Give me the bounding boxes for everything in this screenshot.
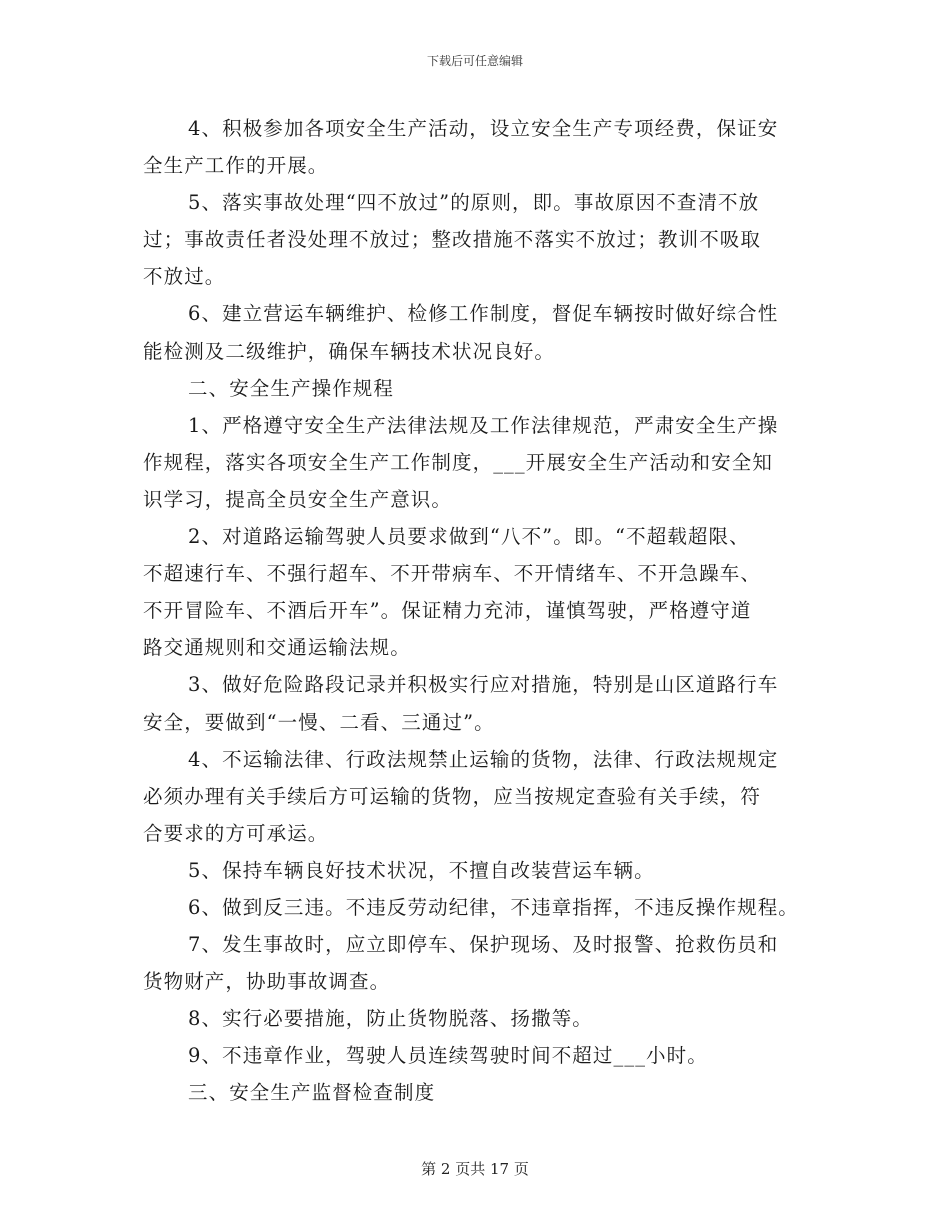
page-number: 第 2 页共 17 页 [421, 1160, 529, 1178]
section-heading: 三、安全生产监督检查制度 [188, 1081, 436, 1105]
text-line: 全生产工作的开展。 [143, 154, 329, 178]
text-line: 4、不运输法律、行政法规禁止运输的货物，法律、行政法规规定 [188, 747, 779, 771]
text-line: 不放过。 [143, 265, 226, 289]
text-line: 识学习，提高全员安全生产意识。 [143, 487, 453, 511]
text-line: 不开冒险车、不酒后开车”。保证精力充沛，谨慎驾驶，严格遵守道 [143, 599, 752, 623]
text-line: 3、做好危险路段记录并积极实行应对措施，特别是山区道路行车 [188, 673, 779, 697]
text-line: 过；事故责任者没处理不放过；整改措施不落实不放过；教训不吸取 [143, 228, 762, 252]
text-line: 安全，要做到“一慢、二看、三通过”。 [143, 710, 495, 734]
text-line: 不超速行车、不强行超车、不开带病车、不开情绪车、不开急躁车、 [143, 562, 762, 586]
text-line: 7、发生事故时，应立即停车、保护现场、及时报警、抢救伤员和 [188, 933, 779, 957]
text-line: 4、积极参加各项安全生产活动，设立安全生产专项经费，保证安 [188, 117, 779, 140]
text-line: 作规程，落实各项安全生产工作制度，___开展安全生产活动和安全知 [143, 450, 773, 474]
text-line: 能检测及二级维护，确保车辆技术状况良好。 [143, 339, 556, 363]
text-line: 合要求的方可承运。 [143, 821, 329, 845]
page-header: 下载后可任意编辑 [426, 54, 523, 68]
document-body [143, 110, 823, 1112]
text-line: 1、严格遵守安全生产法律法规及工作法律规范，严肃安全生产操 [188, 413, 779, 437]
text-line: 路交通规则和交通运输法规。 [143, 636, 411, 660]
text-line: 8、实行必要措施，防止货物脱落、扬撒等。 [188, 1007, 593, 1031]
section-heading: 二、安全生产操作规程 [188, 376, 395, 400]
text-line: 2、对道路运输驾驶人员要求做到“八不”。即。“不超载超限、 [188, 525, 750, 549]
text-line: 5、保持车辆良好技术状况，不擅自改装营运车辆。 [188, 858, 655, 882]
text-line: 6、建立营运车辆维护、检修工作制度，督促车辆按时做好综合性 [188, 302, 779, 326]
text-line: 货物财产，协助事故调查。 [143, 970, 391, 994]
text-line: 6、做到反三违。不违反劳动纪律，不违章指挥，不违反操作规程。 [188, 895, 799, 919]
text-line: 5、落实事故处理“四不放过”的原则，即。事故原因不查清不放 [188, 191, 760, 215]
text-line: 必须办理有关手续后方可运输的货物，应当按规定查验有关手续，符 [143, 784, 762, 808]
text-line: 9、不违章作业，驾驶人员连续驾驶时间不超过___小时。 [188, 1044, 708, 1068]
